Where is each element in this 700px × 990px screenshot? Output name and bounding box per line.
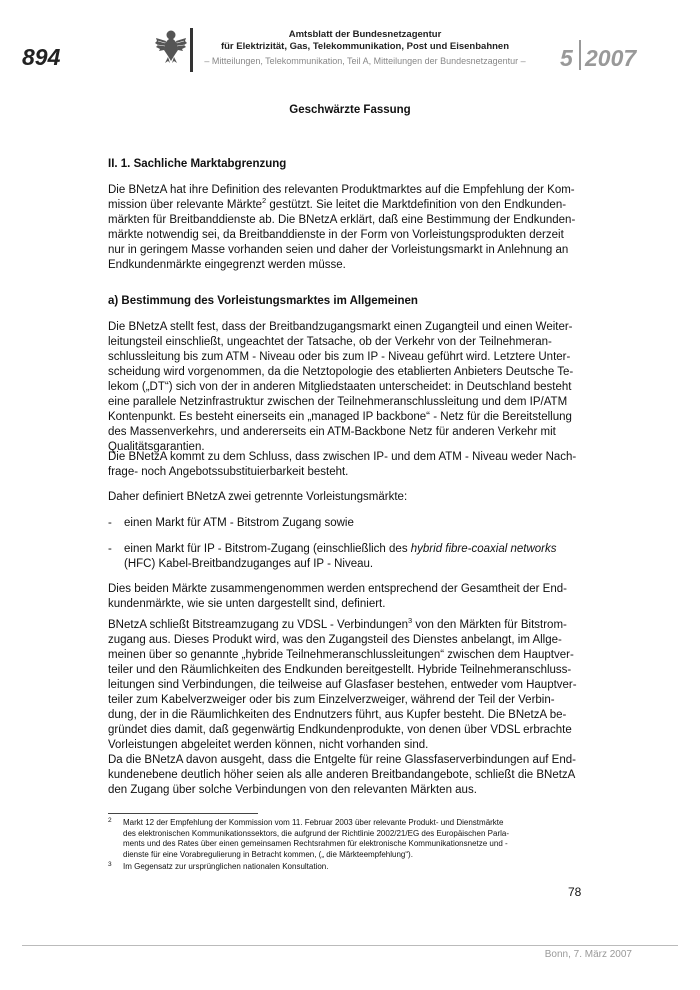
footnote-text: Im Gegensatz zur ursprünglichen nationalen Konsultation. bbox=[123, 862, 329, 871]
paragraph-4: Daher definiert BNetzA zwei getrennte Vorleistungsmärkte: bbox=[108, 491, 408, 503]
footnote-rule bbox=[108, 813, 258, 814]
footnote-ref-2: 2 bbox=[262, 196, 267, 206]
paragraph-5: Dies beiden Märkte zusammengenommen werden entsprechend der Gesamtheit der End- kundenmärkte, wie sie unten dargestellt sind, definiert. bbox=[108, 583, 567, 610]
footnote-number: 3 bbox=[108, 861, 112, 868]
journal-header bbox=[200, 29, 530, 68]
paragraph-1-part-b: gestützt. Sie leitet die Marktdefinition von den Endkunden- märkten für Breitbanddienste ab. Die BNetzA erklärt, daß eine Bestimmung der Endkunden- märkte notwendig sei, da Breitbanddienste in der Form von Vorleistungsprodukten derzeit nur in geringem Masse vorhanden seien und daher der Vorleistungsmarkt in Anlehnung an Endkundenmärkte eingegrenzt werden müsse. bbox=[108, 199, 576, 271]
list-item-text-italic: hybrid fibre-coaxial networks bbox=[410, 543, 557, 555]
list-item-text bbox=[124, 542, 600, 572]
footnote-2 bbox=[108, 818, 598, 860]
footnote-ref-3: 3 bbox=[408, 616, 413, 626]
list-item-text-b: (HFC) Kabel-Breitbandzuganges auf IP - Niveau. bbox=[124, 558, 374, 570]
section-heading-1: II. 1. Sachliche Marktabgrenzung bbox=[108, 158, 287, 170]
issue-divider bbox=[579, 40, 581, 70]
list-item-text-a: einen Markt für IP - Bitstrom-Zugang (einschließlich des bbox=[124, 543, 411, 555]
journal-subtitle: für Elektrizität, Gas, Telekommunikation, Post und Eisenbahnen bbox=[220, 41, 510, 52]
journal-title: Amtsblatt der Bundesnetzagentur bbox=[288, 29, 442, 40]
section-heading-2: a) Bestimmung des Vorleistungsmarktes im Allgemeinen bbox=[108, 295, 418, 307]
paragraph-6 bbox=[108, 618, 600, 798]
list-item bbox=[108, 542, 600, 572]
journal-page-number: 894 bbox=[22, 44, 61, 70]
bullet-dash: - bbox=[108, 543, 112, 555]
paragraph-1-part-a: Die BNetzA hat ihre Definition des relevanten Produktmarktes auf die Empfehlung der Kom- mission über relevante Märkte bbox=[108, 184, 575, 211]
issue-year: 2007 bbox=[585, 45, 637, 71]
footnote-number: 2 bbox=[108, 817, 112, 824]
paragraph-6-part-b: von den Märkten für Bitstrom- zugang aus. Dieses Produkt wird, was den Zugangsteil des Dienstes anbelangt, im Allge- meinen über so genannte „hybride Teilnehmeranschlussleitungen“ zwischen dem Hauptver- teiler und den Räumlichkeiten des Endkunden bereitgestellt. Hybride Teilnehmeranschluss- leitungen sind Verbindungen, die teilweise auf Glasfaser bestehen, entweder vom Hauptver- teiler zum Kabelverzweiger oder bis zum Einzelverzweiger, während der Teil der Verbin- dung, der in die Räumlichkeiten des Endnutzers führt, aus Kupfer besteht. Die BNetzA be- gründet dies damit, daß gegenwärtig Endkundenprodukte, von denen über VDSL erbrachte Vorleistungen abgeleitet werden können, nicht vorhanden sind. Da die BNetzA davon ausgeht, dass die Entgelte für reine Glassfaserverbindungen auf End- kundenebene deutlich höher seien als alle anderen Breitbandangebote, schließt die BNetzA den Zugang über solche Verbindungen von den relevanten Märkten aus. bbox=[108, 619, 577, 796]
footer-date: Bonn, 7. März 2007 bbox=[544, 949, 632, 960]
document-title: Geschwärzte Fassung bbox=[289, 104, 411, 116]
paragraph-3: Die BNetzA kommt zu dem Schluss, dass zwischen IP- und dem ATM - Niveau weder Nach- frage- noch Angebotssubstituierbarkeit besteht. bbox=[108, 451, 577, 478]
footnote-3 bbox=[108, 862, 598, 873]
paragraph-1 bbox=[108, 183, 600, 273]
issue-number: 5 bbox=[560, 45, 573, 71]
bullet-dash: - bbox=[108, 517, 112, 529]
footer-rule bbox=[22, 945, 678, 946]
paragraph-6-part-a: BNetzA schließt Bitstreamzugang zu VDSL - Verbindungen bbox=[108, 619, 409, 631]
list-item bbox=[108, 516, 600, 531]
paragraph-2: Die BNetzA stellt fest, dass der Breitbandzugangsmarkt einen Zugangteil und einen Weiter- leitungsteil einschließt, ungeachtet der Tatsache, ob der Verkehr von der Teilnehmeran- schlussleitung bis zum ATM - Niveau oder bis zum IP - Niveau geführt wird. Letztere Unter- scheidung wird vorgenommen, da die Netztopologie des etablierten Anbieters Deutsche Te- lekom („DT“) sich von der in anderen Mitgliedstaaten unterscheidet: in Deutschland besteht eine parallele Netzinfrastruktur zwischen der Teilnehmeranschlussleitung und dem IP/ATM Kontenpunkt. Es besteht einerseits ein „managed IP backbone“ - Netz für die Bereitstellung des Massenverkehrs, und andererseits ein ATM-Backbone Netz für anderen Verkehr mit Qualitätsgarantien. bbox=[108, 321, 574, 453]
header-divider bbox=[190, 28, 193, 72]
federal-eagle-logo bbox=[154, 28, 188, 64]
journal-section: – Mitteilungen, Telekommunikation, Teil A, Mitteilungen der Bundesnetzagentur – bbox=[204, 56, 526, 66]
document-page-number: 78 bbox=[568, 885, 582, 899]
footnote-text: Markt 12 der Empfehlung der Kommission vom 11. Februar 2003 über relevante Produkt- und Dienstmärkte des elektronischen Kommunikationssektors, die aufgrund der Richtlinie 2002/21/EG des Europäischen Parla- ments und des Rates über einen gemeinsamen Rechtsrahmen für elektronische Kommunikationsnetze und - dienste für eine Vorabregulierung in Betracht kommen, („ die Märkteempfehlung“). bbox=[123, 818, 509, 859]
list-item-text: einen Markt für ATM - Bitstrom Zugang sowie bbox=[124, 517, 354, 529]
